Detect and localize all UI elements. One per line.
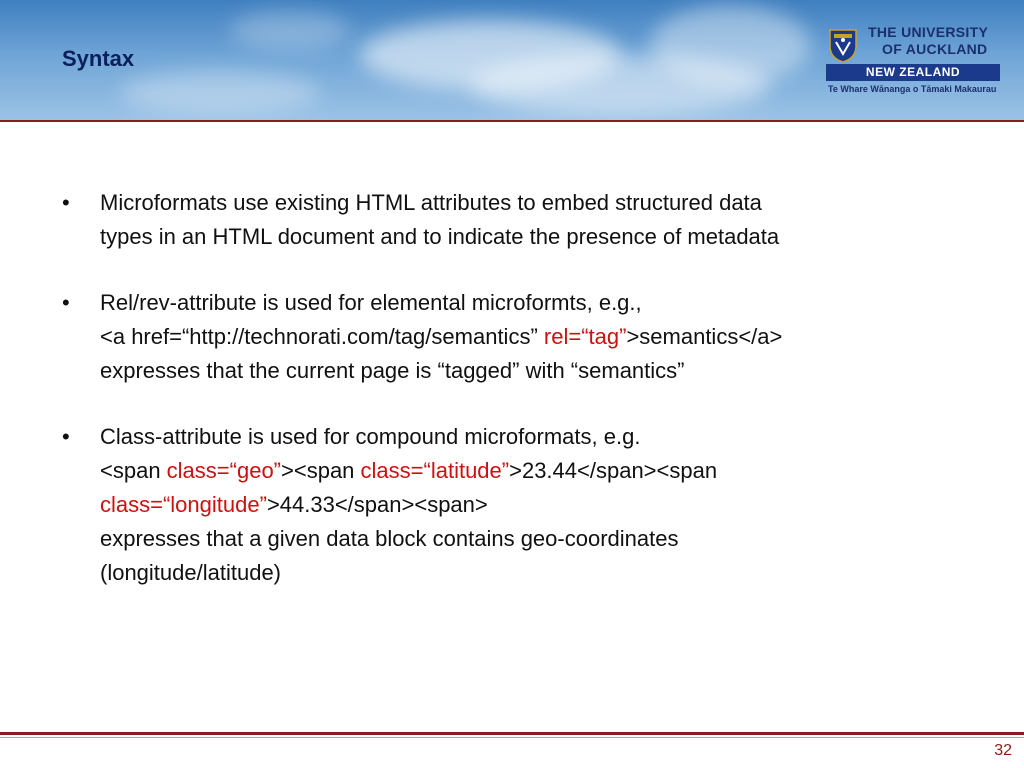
logo-country-bar: NEW ZEALAND — [826, 64, 1000, 81]
text-segment: >23.44</span><span — [509, 458, 718, 483]
cloud-decoration — [650, 5, 810, 85]
text-segment: ><span — [281, 458, 361, 483]
bullet-line — [100, 186, 962, 220]
slide-header — [0, 0, 1024, 120]
header-divider — [0, 120, 1024, 122]
cloud-decoration — [120, 70, 320, 115]
bullet-line — [100, 454, 962, 488]
bullet-item — [62, 286, 962, 388]
text-segment: expresses that the current page is “tagged” with “semantics” — [100, 358, 685, 383]
text-segment: >44.33</span><span> — [266, 492, 488, 517]
cloud-decoration — [230, 10, 350, 50]
text-segment: expresses that a given data block contains geo-coordinates — [100, 526, 679, 551]
text-segment: Rel/rev-attribute is used for elemental microformts, e.g., — [100, 290, 642, 315]
bullet-line — [100, 420, 962, 454]
text-segment: Class-attribute is used for compound microformats, e.g. — [100, 424, 641, 449]
highlighted-code-segment: class=“longitude” — [100, 492, 267, 517]
bullet-item — [62, 420, 962, 590]
text-segment: types in an HTML document and to indicate the presence of metadata — [100, 224, 780, 249]
page-number: 32 — [994, 742, 1012, 759]
text-segment: <a href=“http://technorati.com/tag/semantics” — [100, 324, 544, 349]
bullet-line — [100, 320, 962, 354]
bullet-line — [100, 488, 962, 522]
text-segment: <span — [100, 458, 167, 483]
slide-title: Syntax — [62, 46, 135, 71]
text-segment: >semantics</a> — [626, 324, 783, 349]
bullet-line — [100, 220, 962, 254]
highlighted-code-segment: class=“geo” — [166, 458, 282, 483]
bullet-marker: • — [62, 424, 70, 449]
text-segment: Microformats use existing HTML attributes to embed structured data — [100, 190, 762, 215]
bullet-item — [62, 186, 962, 254]
bullet-line — [100, 556, 962, 590]
bullet-list — [62, 186, 962, 622]
text-segment: (longitude/latitude) — [100, 560, 282, 585]
footer-divider-thin — [0, 737, 1024, 738]
highlighted-code-segment: rel=“tag” — [543, 324, 627, 349]
bullet-line — [100, 522, 962, 556]
university-crest-icon — [828, 28, 858, 64]
logo-text-line1: THE UNIVERSITY — [868, 24, 989, 40]
university-logo — [826, 22, 1002, 102]
bullet-line — [100, 286, 962, 320]
bullet-marker: • — [62, 190, 70, 215]
bullet-line — [100, 354, 962, 388]
logo-text-line2: OF AUCKLAND — [882, 41, 988, 57]
highlighted-code-segment: class=“latitude” — [360, 458, 510, 483]
logo-maori-text: Te Whare Wānanga o Tāmaki Makaurau — [828, 84, 997, 94]
footer-divider — [0, 732, 1024, 735]
bullet-marker: • — [62, 290, 70, 315]
